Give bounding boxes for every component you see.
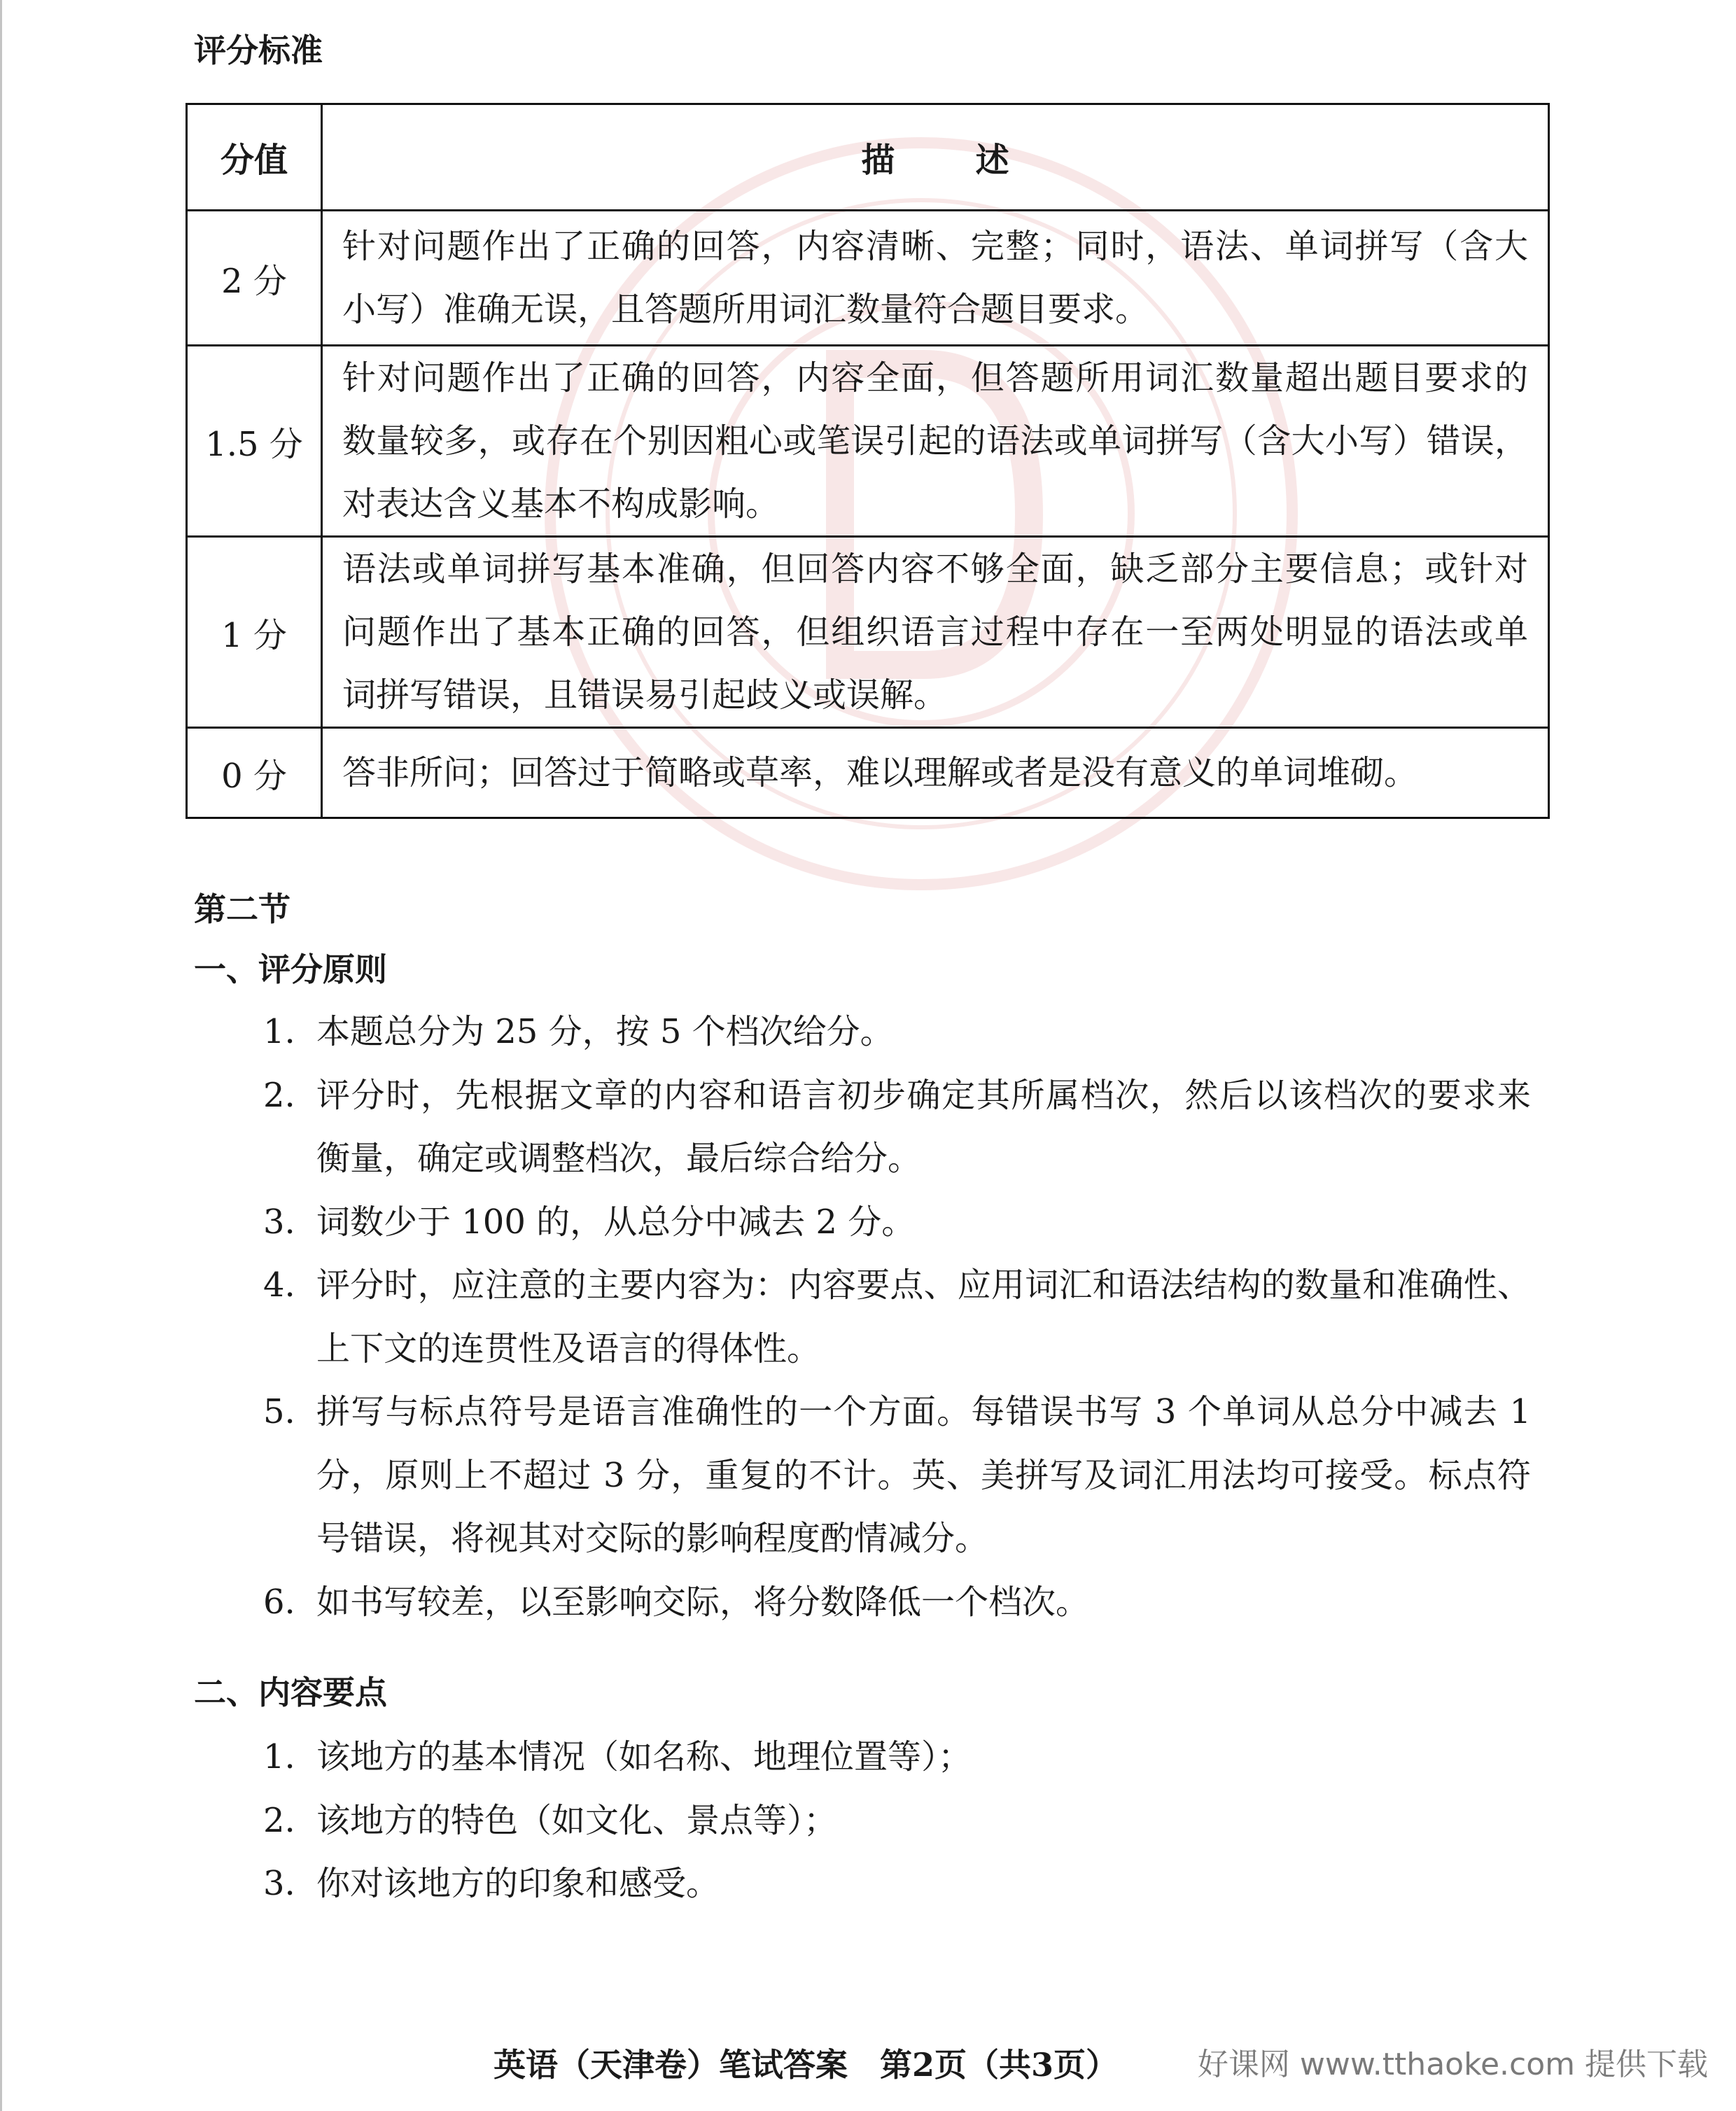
list-item [263, 1000, 1531, 1064]
description-line: 词拼写错误，且错误易引起歧义或误解。 [342, 675, 948, 715]
footer-source-watermark: 好课网 www.tthaoke.com 提供下载 [1197, 2047, 1708, 2082]
item-text [316, 1852, 1531, 1916]
description-line: 数量较多，或存在个别因粗心或笔误引起的语法或单词拼写（含大小写）错误， [342, 421, 1528, 461]
item-number: 6. [263, 1582, 295, 1622]
item-text [316, 1254, 1531, 1380]
item-text [316, 1380, 1531, 1571]
item-text [316, 1725, 1531, 1789]
description-cell [322, 346, 1549, 537]
table-row [187, 211, 1549, 346]
item-line: 号错误，将视其对交际的影响程度酌情减分。 [316, 1519, 989, 1558]
list-item [263, 1789, 1531, 1853]
principles-list [263, 1000, 1531, 1634]
list-item [263, 1725, 1531, 1789]
item-text [316, 1000, 1531, 1064]
item-line: 拼写与标点符号是语言准确性的一个方面。每错误书写 3 个单词从总分中减去 1 [316, 1392, 1531, 1431]
table-header-row [187, 104, 1549, 211]
item-number: 4. [263, 1265, 295, 1305]
key-points-list [263, 1725, 1531, 1916]
page-edge [0, 0, 2, 2111]
list-item [263, 1852, 1531, 1916]
item-line: 上下文的连贯性及语言的得体性。 [316, 1328, 821, 1368]
item-line: 衡量，确定或调整档次，最后综合给分。 [316, 1139, 922, 1178]
item-line: 本题总分为 25 分，按 5 个档次给分。 [316, 1012, 894, 1051]
table-row [187, 537, 1549, 728]
header-description [322, 104, 1549, 211]
item-line: 评分时，应注意的主要内容为：内容要点、应用词汇和语法结构的数量和准确性、 [316, 1265, 1531, 1305]
item-line: 该地方的特色（如文化、景点等）； [316, 1800, 838, 1840]
item-number: 1. [263, 1012, 295, 1051]
table-row [187, 346, 1549, 537]
item-number: 1. [263, 1737, 295, 1776]
rubric-title: 评分标准 [194, 31, 323, 69]
principles-heading: 一、评分原则 [194, 951, 387, 988]
description-line: 问题作出了基本正确的回答，但组织语言过程中存在一至两处明显的语法或单 [342, 612, 1528, 652]
list-item [263, 1064, 1531, 1191]
item-number: 2. [263, 1800, 295, 1840]
description-cell [322, 211, 1549, 346]
list-item [263, 1571, 1531, 1634]
description-line: 对表达含义基本不构成影响。 [342, 484, 780, 524]
item-line: 分，原则上不超过 3 分，重复的不计。英、美拼写及词汇用法均可接受。标点符 [316, 1455, 1531, 1495]
description-line: 小写）准确无误，且答题所用词汇数量符合题目要求。 [342, 290, 1149, 329]
score-cell: 0 分 [187, 728, 322, 818]
item-number: 5. [263, 1392, 295, 1431]
item-number: 3. [263, 1864, 295, 1903]
section-title: 第二节 [194, 890, 290, 928]
item-number: 3. [263, 1202, 295, 1242]
table-row [187, 728, 1549, 818]
item-line: 你对该地方的印象和感受。 [316, 1864, 720, 1903]
header-score-label: 分值 [220, 141, 288, 180]
score-cell: 1 分 [187, 537, 322, 728]
score-cell: 1.5 分 [187, 346, 322, 537]
item-text [316, 1064, 1531, 1191]
item-line: 该地方的基本情况（如名称、地理位置等）； [316, 1737, 972, 1776]
item-line: 评分时，先根据文章的内容和语言初步确定其所属档次，然后以该档次的要求来 [316, 1075, 1531, 1115]
description-cell [322, 728, 1549, 818]
rubric-table [186, 103, 1550, 819]
description-line: 语法或单词拼写基本准确，但回答内容不够全面，缺乏部分主要信息；或针对 [342, 549, 1528, 589]
item-text [316, 1789, 1531, 1853]
list-item [263, 1191, 1531, 1254]
item-line: 如书写较差，以至影响交际，将分数降低一个档次。 [316, 1582, 1090, 1622]
header-score [187, 104, 322, 211]
description-cell [322, 537, 1549, 728]
key-points-heading: 二、内容要点 [194, 1674, 387, 1711]
description-line: 针对问题作出了正确的回答，内容清晰、完整；同时，语法、单词拼写（含大 [342, 227, 1528, 266]
footer-page-label: 英语（天津卷）笔试答案 第2页（共3页） [493, 2046, 1119, 2084]
item-text [316, 1571, 1531, 1634]
list-item [263, 1380, 1531, 1571]
item-number: 2. [263, 1075, 295, 1115]
description-line: 答非所问；回答过于简略或草率，难以理解或者是没有意义的单词堆砌。 [342, 753, 1418, 792]
header-description-label: 描述 [861, 141, 1090, 180]
list-item [263, 1254, 1531, 1380]
description-line: 针对问题作出了正确的回答，内容全面，但答题所用词汇数量超出题目要求的 [342, 358, 1528, 398]
item-line: 词数少于 100 的，从总分中减去 2 分。 [316, 1202, 916, 1242]
item-text [316, 1191, 1531, 1254]
score-cell: 2 分 [187, 211, 322, 346]
